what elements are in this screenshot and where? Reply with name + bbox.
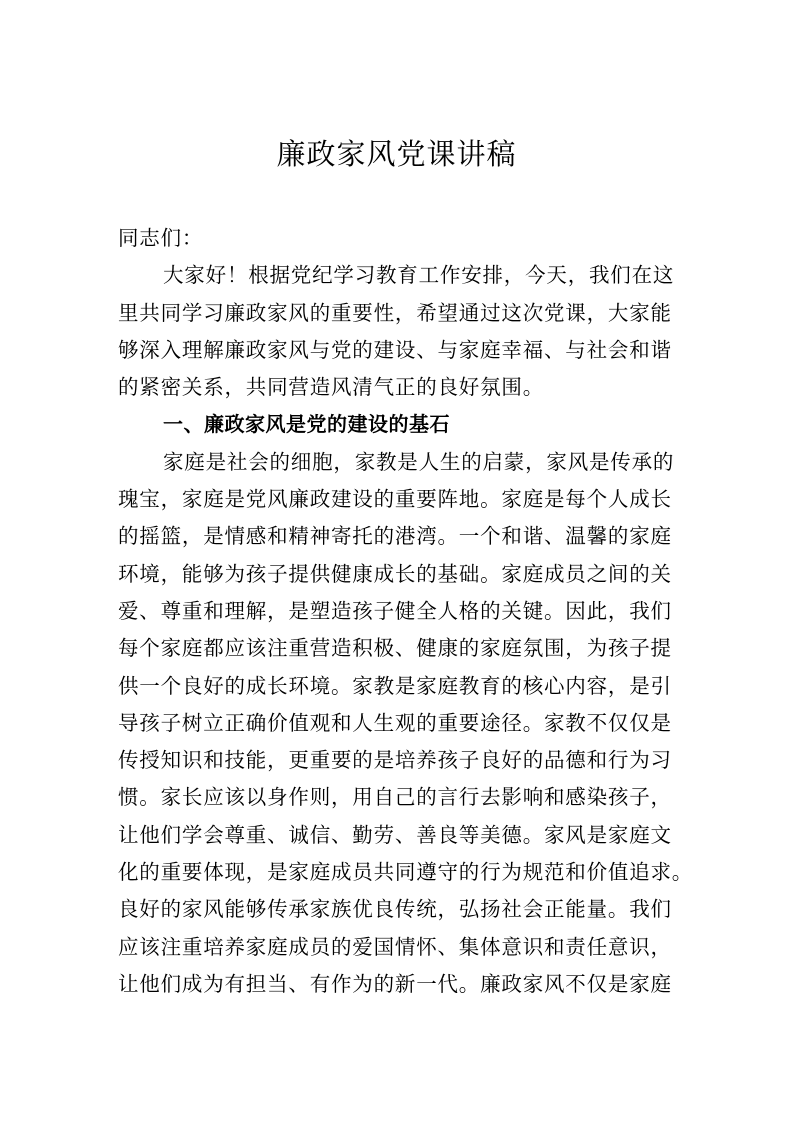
section-line: 瑰宝，家庭是党风廉政建设的重要阵地。家庭是每个人成长 [118,487,672,512]
page-title: 廉政家风党课讲稿 [276,137,517,171]
section-heading: 一、廉政家风是党的建设的基石 [163,412,450,437]
section-line: 应该注重培养家庭成员的爱国情怀、集体意识和责任意识， [118,934,672,959]
section-line: 环境，能够为孩子提供健康成长的基础。家庭成员之间的关 [118,561,672,586]
section-line: 惯。家长应该以身作则，用自己的言行去影响和感染孩子， [118,785,672,810]
section-line: 的摇篮，是情感和精神寄托的港湾。一个和谐、温馨的家庭 [118,524,672,549]
section-line: 让他们成为有担当、有作为的新一代。廉政家风不仅是家庭 [118,971,672,996]
section-line: 每个家庭都应该注重营造积极、健康的家庭氛围，为孩子提 [118,636,672,661]
section-line: 爱、尊重和理解，是塑造孩子健全人格的关键。因此，我们 [118,598,672,623]
section-line: 传授知识和技能，更重要的是培养孩子良好的品德和行为习 [118,748,672,773]
intro-line: 够深入理解廉政家风与党的建设、与家庭幸福、与社会和谐 [118,337,672,362]
section-line: 导孩子树立正确价值观和人生观的重要途径。家教不仅仅是 [118,710,672,735]
section-line: 供一个良好的成长环境。家教是家庭教育的核心内容，是引 [118,673,672,698]
section-line: 化的重要体现，是家庭成员共同遵守的行为规范和价值追求。 [118,860,694,885]
section-line: 让他们学会尊重、诚信、勤劳、善良等美德。家风是家庭文 [118,822,672,847]
intro-line: 里共同学习廉政家风的重要性，希望通过这次党课，大家能 [118,300,672,325]
salutation: 同志们： [118,226,204,250]
document-body [118,220,694,1003]
section-line: 良好的家风能够传承家族优良传统，弘扬社会正能量。我们 [118,897,672,922]
section-line: 家庭是社会的细胞，家教是人生的启蒙，家风是传承的 [163,449,675,474]
intro-line: 的紧密关系，共同营造风清气正的良好氛围。 [118,375,544,400]
intro-line: 大家好！根据党纪学习教育工作安排，今天，我们在这 [163,263,675,288]
